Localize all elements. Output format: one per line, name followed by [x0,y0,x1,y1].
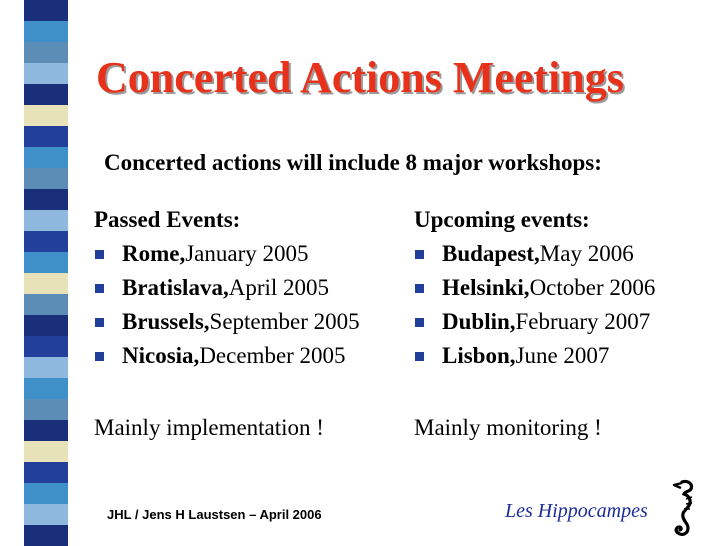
event-city: Rome, [122,241,186,266]
square-bullet-icon [415,250,424,259]
passed-events-column [94,203,360,373]
square-bullet-icon [415,352,424,361]
stripe-segment [24,21,68,42]
square-bullet-icon [95,352,104,361]
stripe-segment [24,147,68,168]
upcoming-events-note: Mainly monitoring ! [414,415,602,440]
stripe-segment [24,84,68,105]
event-date: January 2005 [185,241,309,266]
event-date: October 2006 [529,275,656,300]
passed-events-heading: Passed Events: [94,207,241,232]
stripe-segment [24,105,68,126]
decorative-stripe-bar [0,0,70,540]
stripe-segment [24,315,68,336]
stripe-segment [24,399,68,420]
stripe-segment [24,504,68,525]
stripe-segment [24,252,68,273]
event-date: December 2005 [199,343,346,368]
event-city: Nicosia, [122,343,200,368]
stripe-segment [24,336,68,357]
list-item [94,339,360,373]
stripe-segment [24,42,68,63]
stripe-segment [24,441,68,462]
stripe-segment [24,168,68,189]
stripe-segment [24,273,68,294]
event-city: Budapest, [442,241,540,266]
stripe-segment [24,63,68,84]
seahorse-logo-icon [662,478,698,538]
event-city: Helsinki, [442,275,530,300]
upcoming-events-heading: Upcoming events: [414,207,590,232]
stripe-segment [24,0,68,21]
stripe-segment [24,483,68,504]
list-item [414,271,655,305]
stripe-segment [24,357,68,378]
square-bullet-icon [95,250,104,259]
event-city: Dublin, [442,309,516,334]
square-bullet-icon [95,318,104,327]
footer-brand: Les Hippocampes [505,500,648,522]
stripe-segment [24,231,68,252]
stripe-segment [24,525,68,546]
upcoming-events-column [414,203,655,373]
event-date: April 2005 [228,275,330,300]
list-item [414,339,655,373]
stripe-segment [24,462,68,483]
event-city: Bratislava, [122,275,229,300]
square-bullet-icon [95,284,104,293]
event-date: September 2005 [209,309,360,334]
slide-title: Concerted Actions Meetings [96,53,624,102]
slide-subtitle: Concerted actions will include 8 major workshops: [104,150,602,175]
event-city: Brussels, [122,309,210,334]
event-date: May 2006 [539,241,634,266]
list-item [94,237,360,271]
event-city: Lisbon, [442,343,516,368]
square-bullet-icon [415,318,424,327]
stripe-segment [24,420,68,441]
stripe-segment [24,378,68,399]
list-item [94,305,360,339]
list-item [94,271,360,305]
list-item [414,305,655,339]
event-date: June 2007 [515,343,610,368]
stripe-segment [24,294,68,315]
stripe-segment [24,210,68,231]
event-date: February 2007 [515,309,651,334]
stripe-segment [24,189,68,210]
list-item [414,237,655,271]
square-bullet-icon [415,284,424,293]
passed-events-note: Mainly implementation ! [94,415,324,440]
footer-author: JHL / Jens H Laustsen – April 2006 [107,507,322,522]
stripe-segment [24,126,68,147]
